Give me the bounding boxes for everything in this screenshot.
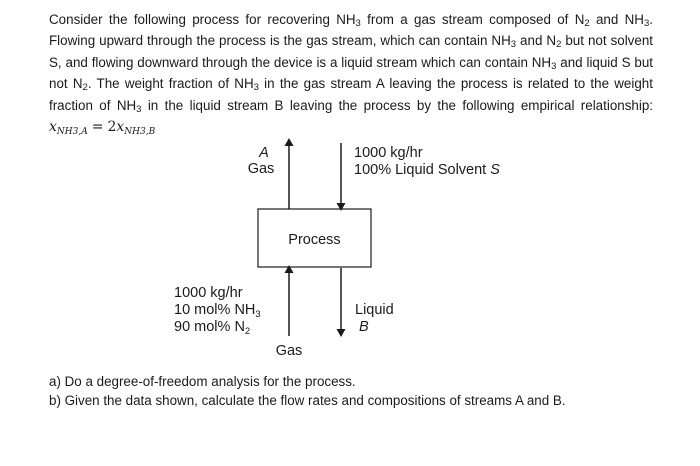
feed-phase: Gas [275,343,303,359]
questions [49,373,566,410]
empirical-relationship: $x_{NH3,A} = 2x_{NH3,B}$ [49,119,156,138]
question-b: b) Given the data shown, calculate the flow rates and compositions of streams A and B. [49,392,566,408]
stream-a-phase: Gas [247,161,275,177]
solvent-composition: 100% Liquid Solvent S [354,162,500,178]
problem-statement: Consider the following process for recovering $NH_3$ from a gas stream composed of $N_2$ and $NH_3$. Flowing upward through the process is the gas stream, which can contain $NH_3$ and $N_2$ but not solvent S, and flowing downward through the device is a liquid stream which can contain $NH_3$ and liquid S but not $N_2$. The weight fraction of $NH_3$ in the gas stream A leaving the process is related to the weight fraction of $NH_3$ in the liquid stream B leaving the process by the following empirical relationship: $x_{NH3,A} = 2x_{NH3,B}$ [49,12,654,138]
feed-nh3-fraction: 10 mol% $NH_3$ [174,302,261,320]
stream-a-label: A [259,145,269,161]
feed-n2-fraction: 90 mol% $N_2$ [174,319,251,337]
liquid-symbol: B [359,319,369,335]
liquid-label: Liquid [355,302,394,318]
question-a: a) Do a degree-of-freedom analysis for the process. [49,374,356,389]
feed-flow-rate: 1000 kg/hr [174,285,243,301]
process-label: Process [288,232,341,248]
solvent-flow-rate: 1000 kg/hr [354,145,423,161]
